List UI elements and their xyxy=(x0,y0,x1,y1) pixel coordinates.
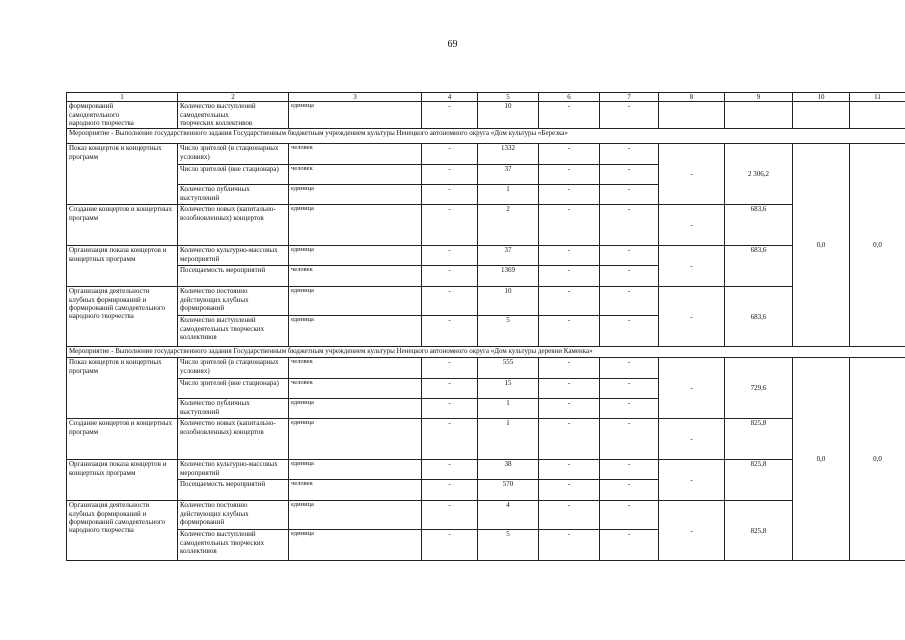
column-number: 8 xyxy=(659,93,725,102)
value-cell xyxy=(793,102,850,129)
value-cell-col9: 825,8 xyxy=(725,501,793,561)
value-cell: - xyxy=(539,205,600,246)
column-number-row xyxy=(67,93,905,102)
unit-cell: человек xyxy=(289,379,422,399)
value-cell: 1 xyxy=(478,399,539,419)
value-cell: - xyxy=(422,185,478,205)
event-cell: Показ концертов и концертных программ xyxy=(67,144,178,205)
value-cell: - xyxy=(422,480,478,501)
indicator-cell: Число зрителей (в стационарных условиях) xyxy=(178,144,289,165)
column-number: 6 xyxy=(539,93,600,102)
value-cell: - xyxy=(422,501,478,530)
section-title: Мероприятие - Выполнение государственного задания Государственным бюджетным учреждением культуры Ненецкого автономного округа «Дом культуры деревни Каменка» xyxy=(67,347,905,358)
value-cell-col11: 0,0 xyxy=(850,358,905,561)
budget-table xyxy=(66,92,905,561)
unit-cell: единица xyxy=(289,316,422,347)
value-cell-col8: - xyxy=(659,144,725,205)
value-cell: - xyxy=(422,102,478,129)
value-cell: - xyxy=(539,379,600,399)
value-cell: - xyxy=(539,144,600,165)
indicator-cell: Количество выступлений самодеятельных творческих коллективов xyxy=(178,102,289,129)
value-cell: - xyxy=(422,205,478,246)
value-cell: 10 xyxy=(478,287,539,316)
value-cell: - xyxy=(422,419,478,460)
value-cell: 1332 xyxy=(478,144,539,165)
event-cell: Организация показа концертов и концертных программ xyxy=(67,460,178,501)
page-number: 69 xyxy=(447,39,458,50)
value-cell: - xyxy=(422,530,478,561)
value-cell-col9: 683,6 xyxy=(725,246,793,287)
value-cell: - xyxy=(539,165,600,185)
value-cell: 37 xyxy=(478,246,539,266)
unit-cell: единица xyxy=(289,205,422,246)
value-cell: - xyxy=(600,530,659,561)
value-cell: 570 xyxy=(478,480,539,501)
value-cell: - xyxy=(600,287,659,316)
column-number: 3 xyxy=(289,93,422,102)
value-cell: 1369 xyxy=(478,266,539,287)
value-cell-col9: 2 306,2 xyxy=(725,144,793,205)
indicator-cell: Посещаемость мероприятий xyxy=(178,266,289,287)
value-cell: - xyxy=(600,379,659,399)
indicator-cell: Число зрителей (вне стационара) xyxy=(178,165,289,185)
value-cell: 1 xyxy=(478,185,539,205)
value-cell-col10: 0,0 xyxy=(793,144,850,347)
indicator-cell: Количество публичных выступлений xyxy=(178,399,289,419)
value-cell: - xyxy=(539,419,600,460)
value-cell: - xyxy=(422,266,478,287)
value-cell: - xyxy=(422,246,478,266)
column-number: 4 xyxy=(422,93,478,102)
value-cell-col9: 683,6 xyxy=(725,287,793,347)
value-cell: - xyxy=(422,460,478,480)
indicator-cell: Количество постоянно действующих клубных формирований xyxy=(178,501,289,530)
table-row xyxy=(67,205,905,246)
event-cell: Создание концертов и концертных программ xyxy=(67,419,178,460)
value-cell-col8: - xyxy=(659,460,725,501)
event-cell: Организация деятельности клубных формирований и формирований самодеятельного народного творчества xyxy=(67,501,178,561)
unit-cell: единица xyxy=(289,460,422,480)
value-cell: - xyxy=(600,316,659,347)
indicator-cell: Количество культурно-массовых мероприятий xyxy=(178,246,289,266)
column-number: 11 xyxy=(850,93,905,102)
unit-cell: единица xyxy=(289,185,422,205)
column-number: 1 xyxy=(67,93,178,102)
value-cell: - xyxy=(539,530,600,561)
value-cell: - xyxy=(600,102,659,129)
value-cell: - xyxy=(600,419,659,460)
event-cell: формирований самодеятельного народного творчества xyxy=(67,102,178,129)
value-cell: 4 xyxy=(478,501,539,530)
column-number: 10 xyxy=(793,93,850,102)
value-cell: 37 xyxy=(478,165,539,185)
value-cell: - xyxy=(539,399,600,419)
unit-cell: человек xyxy=(289,165,422,185)
value-cell: - xyxy=(539,287,600,316)
unit-cell: единица xyxy=(289,287,422,316)
value-cell-col11: 0,0 xyxy=(850,144,905,347)
table-row xyxy=(67,246,905,266)
value-cell: - xyxy=(600,399,659,419)
value-cell: 5 xyxy=(478,316,539,347)
section-title-row xyxy=(67,347,905,358)
value-cell: - xyxy=(600,185,659,205)
value-cell-col9: 683,6 xyxy=(725,205,793,246)
value-cell: - xyxy=(422,287,478,316)
column-number: 5 xyxy=(478,93,539,102)
indicator-cell: Число зрителей (в стационарных условиях) xyxy=(178,358,289,379)
value-cell: 2 xyxy=(478,205,539,246)
value-cell: 10 xyxy=(478,102,539,129)
value-cell: - xyxy=(422,316,478,347)
table-row xyxy=(67,287,905,316)
value-cell: 555 xyxy=(478,358,539,379)
column-number: 2 xyxy=(178,93,289,102)
value-cell: - xyxy=(600,480,659,501)
event-cell: Создание концертов и концертных программ xyxy=(67,205,178,246)
value-cell: - xyxy=(539,266,600,287)
indicator-cell: Посещаемость мероприятий xyxy=(178,480,289,501)
value-cell: - xyxy=(539,102,600,129)
value-cell: 38 xyxy=(478,460,539,480)
value-cell-col8: - xyxy=(659,419,725,460)
indicator-cell: Число зрителей (вне стационара) xyxy=(178,379,289,399)
unit-cell: человек xyxy=(289,144,422,165)
value-cell: - xyxy=(539,460,600,480)
value-cell: - xyxy=(600,246,659,266)
table-body xyxy=(67,93,905,561)
value-cell-col9: 825,8 xyxy=(725,460,793,501)
value-cell: 5 xyxy=(478,530,539,561)
indicator-cell: Количество новых (капитально-возобновленных) концертов xyxy=(178,205,289,246)
table-row xyxy=(67,358,905,379)
value-cell xyxy=(659,102,725,129)
unit-cell: человек xyxy=(289,358,422,379)
value-cell-col10: 0,0 xyxy=(793,358,850,561)
value-cell-col8: - xyxy=(659,205,725,246)
unit-cell: единица xyxy=(289,419,422,460)
value-cell: - xyxy=(539,316,600,347)
value-cell: 1 xyxy=(478,419,539,460)
indicator-cell: Количество выступлений самодеятельных творческих коллективов xyxy=(178,530,289,561)
value-cell-col8: - xyxy=(659,246,725,287)
table-row xyxy=(67,144,905,165)
section-title: Мероприятие - Выполнение государственного задания Государственным бюджетным учреждением культуры Ненецкого автономного округа «Дом культуры «Березка» xyxy=(67,129,905,144)
value-cell-col8: - xyxy=(659,358,725,419)
value-cell: - xyxy=(422,379,478,399)
value-cell-col8: - xyxy=(659,287,725,347)
value-cell: - xyxy=(600,266,659,287)
indicator-cell: Количество постоянно действующих клубных формирований xyxy=(178,287,289,316)
column-number: 7 xyxy=(600,93,659,102)
unit-cell: единица xyxy=(289,246,422,266)
value-cell: - xyxy=(600,358,659,379)
indicator-cell: Количество выступлений самодеятельных творческих коллективов xyxy=(178,316,289,347)
value-cell: - xyxy=(422,358,478,379)
unit-cell: единица xyxy=(289,102,422,129)
value-cell-col8: - xyxy=(659,501,725,561)
value-cell: - xyxy=(422,165,478,185)
unit-cell: человек xyxy=(289,480,422,501)
unit-cell: человек xyxy=(289,266,422,287)
table-row xyxy=(67,419,905,460)
table-row xyxy=(67,102,905,129)
event-cell: Организация показа концертов и концертных программ xyxy=(67,246,178,287)
unit-cell: единица xyxy=(289,501,422,530)
value-cell: - xyxy=(600,205,659,246)
table-row xyxy=(67,501,905,530)
value-cell: - xyxy=(539,480,600,501)
value-cell-col9: 729,6 xyxy=(725,358,793,419)
table-row xyxy=(67,460,905,480)
value-cell: - xyxy=(422,144,478,165)
value-cell: - xyxy=(600,460,659,480)
unit-cell: единица xyxy=(289,530,422,561)
indicator-cell: Количество публичных выступлений xyxy=(178,185,289,205)
value-cell: - xyxy=(539,246,600,266)
event-cell: Организация деятельности клубных формирований и формирований самодеятельного народного творчества xyxy=(67,287,178,347)
indicator-cell: Количество культурно-массовых мероприятий xyxy=(178,460,289,480)
value-cell: - xyxy=(422,399,478,419)
value-cell: - xyxy=(539,185,600,205)
event-cell: Показ концертов и концертных программ xyxy=(67,358,178,419)
section-title-row xyxy=(67,129,905,144)
value-cell xyxy=(850,102,905,129)
value-cell: - xyxy=(600,165,659,185)
value-cell: - xyxy=(600,501,659,530)
value-cell: - xyxy=(600,144,659,165)
value-cell xyxy=(725,102,793,129)
value-cell-col9: 825,8 xyxy=(725,419,793,460)
value-cell: 15 xyxy=(478,379,539,399)
unit-cell: единица xyxy=(289,399,422,419)
indicator-cell: Количество новых (капитально-возобновленных) концертов xyxy=(178,419,289,460)
column-number: 9 xyxy=(725,93,793,102)
value-cell: - xyxy=(539,501,600,530)
value-cell: - xyxy=(539,358,600,379)
